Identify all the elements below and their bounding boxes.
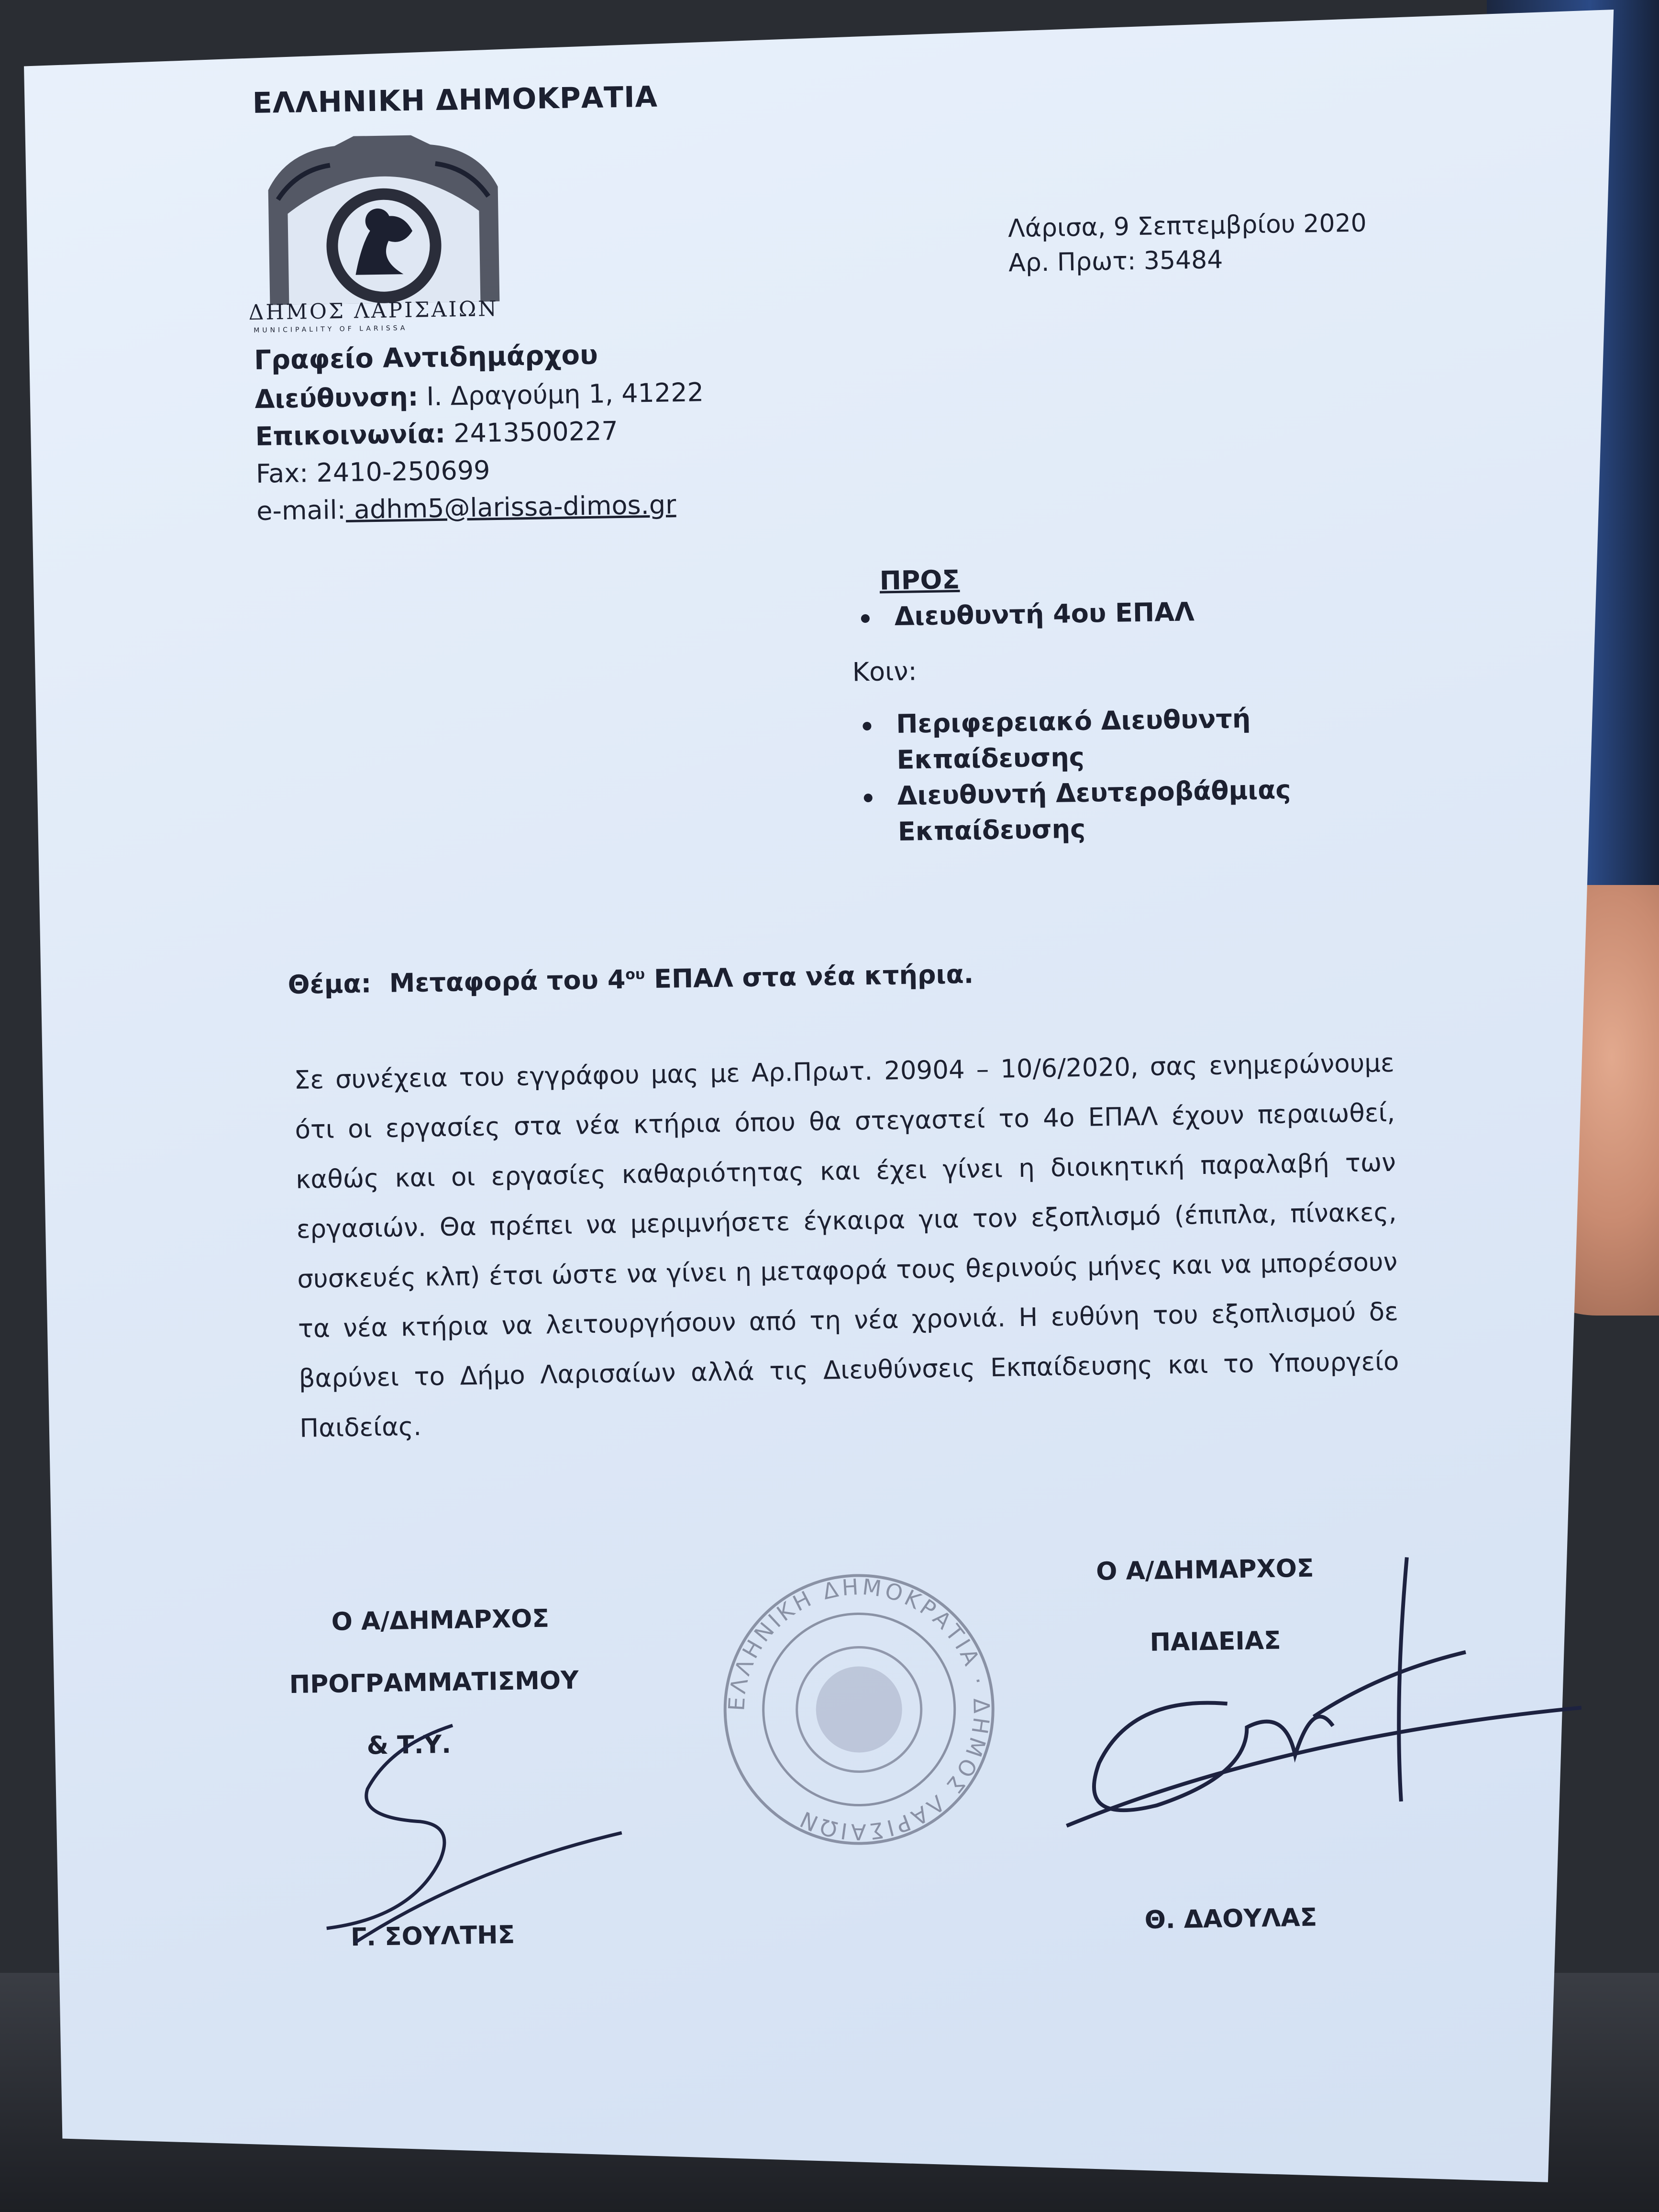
bullet-icon xyxy=(861,614,870,623)
bullet-icon xyxy=(863,722,871,730)
subject-text-post: ΕΠΑΛ στα νέα κτήρια. xyxy=(644,959,974,995)
right-signature-icon xyxy=(1043,1549,1598,1864)
cc-label: Κοιν: xyxy=(852,656,918,687)
municipality-name: ΔΗΜΟΣ ΛΑΡΙΣΑΙΩΝ xyxy=(248,296,499,325)
email-link[interactable]: adhm5@larissa-dimos.gr xyxy=(345,489,676,525)
to-recipient xyxy=(861,597,1194,632)
subject-line xyxy=(288,959,973,1000)
to-recipient-text: Διευθυντή 4ου ΕΠΑΛ xyxy=(894,597,1195,632)
office-name: Γραφείο Αντιδημάρχου xyxy=(254,339,598,376)
municipality-emblem-icon xyxy=(258,129,509,310)
left-signatory-title3: & Τ.Υ. xyxy=(366,1730,452,1760)
left-signature-icon xyxy=(295,1713,633,1967)
municipality-subtitle: MUNICIPALITY OF LARISSA xyxy=(254,324,408,335)
left-signatory-name: Γ. ΣΟΥΛΤΗΣ xyxy=(350,1920,515,1952)
address-line xyxy=(254,377,704,414)
cc-recipient-1-line2: Εκπαίδευσης xyxy=(896,741,1085,775)
cc-recipient-1 xyxy=(863,703,1251,740)
cc-recipient-2 xyxy=(863,774,1291,811)
left-signatory-title1: Ο Α/ΔΗΜΑΡΧΟΣ xyxy=(331,1604,550,1637)
official-stamp-icon xyxy=(713,1564,1005,1855)
country-title: ΕΛΛΗΝΙΚΗ ΔΗΜΟΚΡΑΤΙΑ xyxy=(252,80,658,120)
phone-line xyxy=(255,416,618,452)
protocol-number: Αρ. Πρωτ: 35484 xyxy=(1008,245,1223,278)
subject-sup: ου xyxy=(625,966,645,983)
address-value: Ι. Δραγούμη 1, 41222 xyxy=(418,377,704,412)
right-signatory-title1: Ο Α/ΔΗΜΑΡΧΟΣ xyxy=(1095,1554,1314,1586)
bullet-icon xyxy=(864,794,873,802)
letter-body: Σε συνέχεια του εγγράφου μας με Αρ.Πρωτ. 20904 – 10/6/2020, σας ενημερώνουμε ότι οι εργασίες στα νέα κτήρια όπου θα στεγαστεί το 4ο ΕΠΑΛ έχουν περαιωθεί, καθώς και οι εργασίες καθαριότητας και έχει γίνει η διοικητική παραλαβή των εργασιών. Θα πρέπει να μεριμνήσετε έγκαιρα για τον εξοπλισμό (έπιπλα, πίνακες, συσκευές κλπ) έτσι ώστε να γίνει η μεταφορά τους θερινούς μήνες και να μπορέσουν τα νέα κτήρια να λειτουργήσουν από τη νέα χρονιά. Η ευθύνη του εξοπλισμού δε βαρύνει το Δήμο Λαρισαίων αλλά τις Διευθύνσεις Εκπαίδευσης και το Υπουργείο Παιδείας. xyxy=(294,1048,1399,1443)
address-label: Διεύθυνση: xyxy=(254,381,419,414)
left-signatory-title2: ΠΡΟΓΡΑΜΜΑΤΙΣΜΟΥ xyxy=(289,1666,579,1700)
right-signatory-name: Θ. ΔΑΟΥΛΑΣ xyxy=(1144,1903,1317,1935)
cc-recipient-1-line1: Περιφερειακό Διευθυντή xyxy=(896,703,1251,740)
stamp-text: ΕΛΛΗΝΙΚΗ ΔΗΜΟΚΡΑΤΙΑ · ΔΗΜΟΣ ΛΑΡΙΣΑΙΩΝ xyxy=(723,1573,995,1845)
phone-value: 2413500227 xyxy=(445,416,619,449)
phone-label: Επικοινωνία: xyxy=(255,418,446,452)
email-line xyxy=(256,489,676,526)
to-label: ΠΡΟΣ xyxy=(879,564,960,596)
subject-text-pre: Μεταφορά του 4 xyxy=(389,964,626,998)
cc-recipient-2-line2: Εκπαίδευσης xyxy=(897,813,1086,847)
email-label: e-mail: xyxy=(256,495,346,526)
fax-line: Fax: 2410-250699 xyxy=(255,455,490,489)
letter-document xyxy=(38,0,1626,2171)
subject-label: Θέμα: xyxy=(288,968,372,1000)
right-signatory-title2: ΠΑΙΔΕΙΑΣ xyxy=(1150,1626,1282,1657)
cc-recipient-2-line1: Διευθυντή Δευτεροβάθμιας xyxy=(897,774,1291,811)
letter-date: Λάρισα, 9 Σεπτεμβρίου 2020 xyxy=(1007,209,1367,243)
